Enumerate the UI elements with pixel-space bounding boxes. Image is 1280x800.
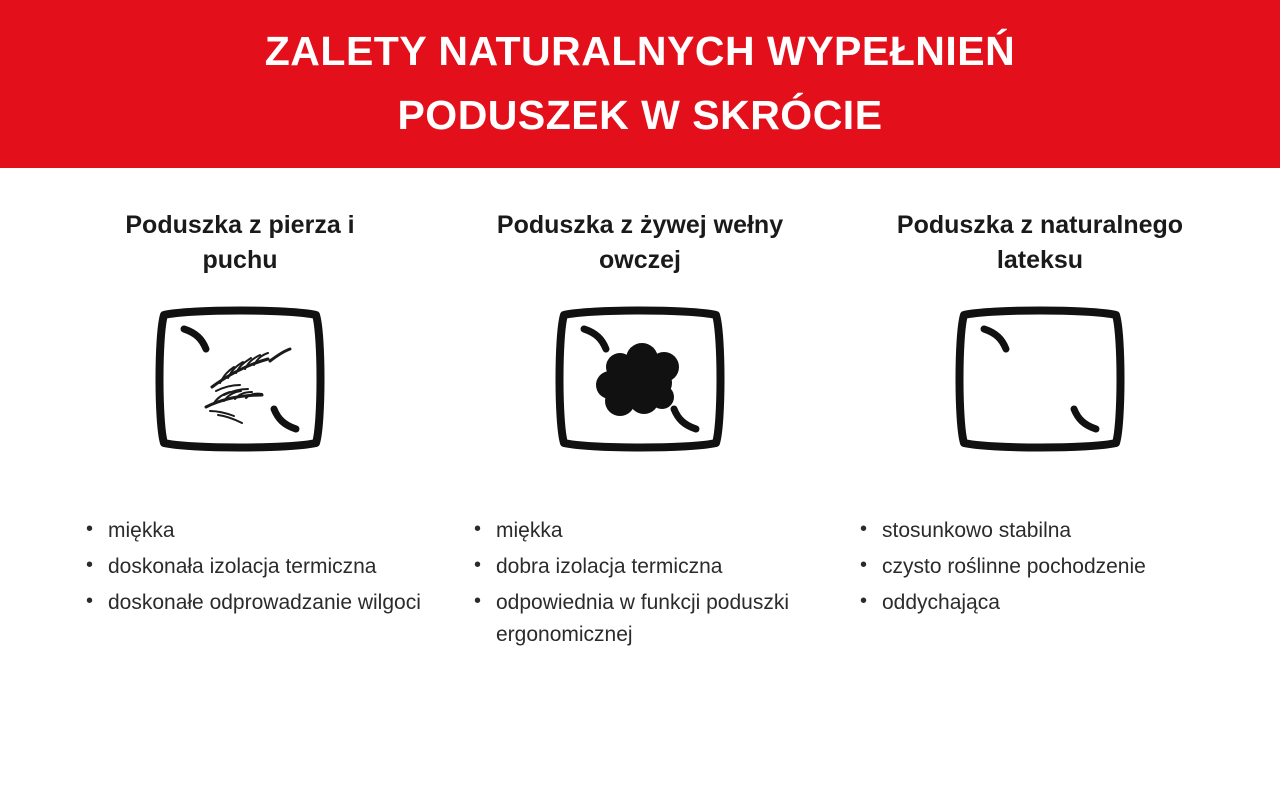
list-item: • czysto roślinne pochodzenie — [860, 551, 1222, 583]
benefits-list — [858, 515, 1222, 623]
column-feather-down — [40, 168, 440, 800]
column-title: Poduszka z żywej wełny owczej — [496, 211, 784, 274]
header-title-line-1: ZALETY NATURALNYCH WYPEŁNIEŃ — [264, 28, 1016, 75]
pillow-plain-icon — [950, 299, 1130, 459]
list-item: • oddychająca — [860, 587, 1222, 619]
column-title: Poduszka z naturalnego lateksu — [896, 211, 1184, 274]
columns-container — [0, 168, 1280, 800]
column-natural-latex — [840, 168, 1240, 800]
column-sheep-wool — [440, 168, 840, 800]
pillow-with-feathers-icon — [150, 299, 330, 459]
pillow-with-wool-icon — [550, 299, 730, 459]
list-item: • doskonała izolacja termiczna — [86, 551, 422, 583]
header-banner — [0, 0, 1280, 168]
list-item: • miękka — [86, 515, 422, 547]
list-item: • odpowiednia w funkcji poduszki ergonomicznej — [474, 587, 822, 651]
benefits-list — [458, 515, 822, 655]
list-item: • dobra izolacja termiczna — [474, 551, 822, 583]
benefits-list — [58, 515, 422, 623]
column-title: Poduszka z pierza i puchu — [125, 211, 355, 274]
list-item: • doskonałe odprowadzanie wilgoci — [86, 587, 422, 619]
list-item: • miękka — [474, 515, 822, 547]
header-title-line-2: PODUSZEK W SKRÓCIE — [397, 92, 883, 138]
list-item: • stosunkowo stabilna — [860, 515, 1222, 547]
